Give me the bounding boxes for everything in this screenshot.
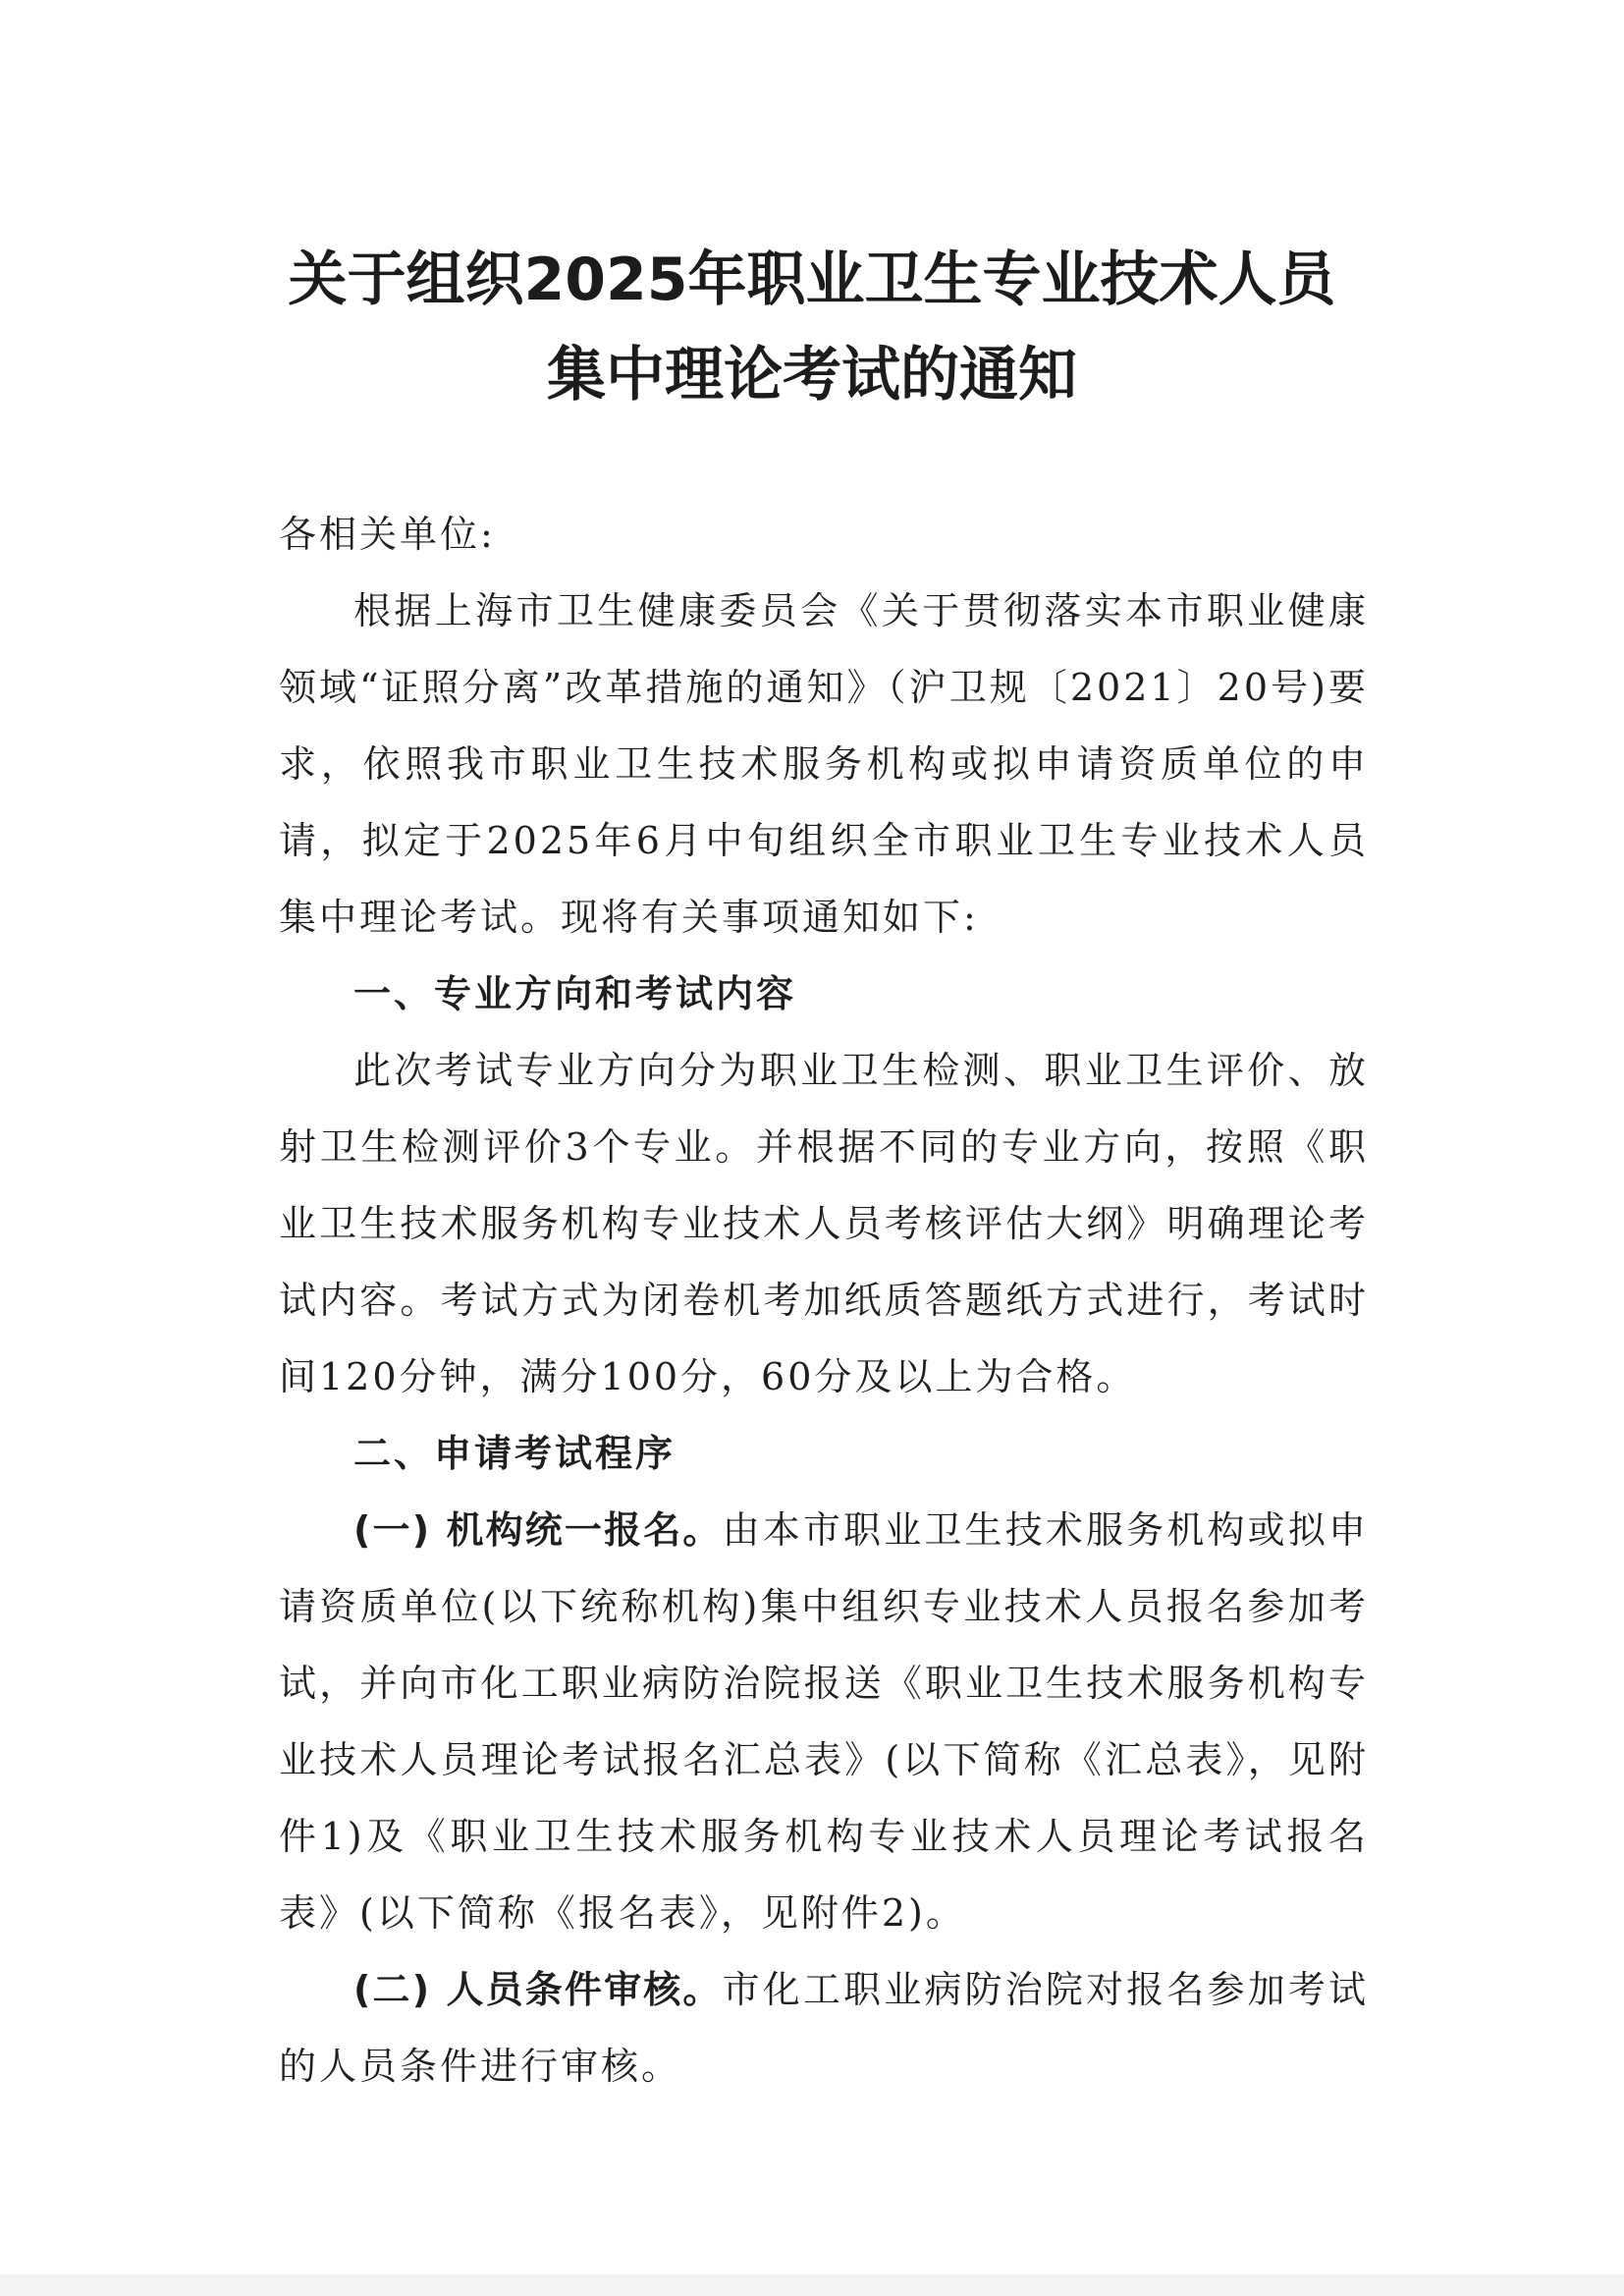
section-2-item-2	[279, 1951, 1369, 2105]
section-1-heading: 一、专业方向和考试内容	[353, 972, 797, 1015]
document-title-line-1: 关于组织2025年职业卫生专业技术人员	[288, 246, 1336, 314]
section-2-item-1-text: 由本市职业卫生技术服务机构或拟申请资质单位(以下统称机构)集中组织专业技术人员报名参加考试，并向市化工职业病防治院报送《职业卫生技术服务机构专业技术人员理论考试报名汇总表》(以下简称《汇总表》，见附件1)及《职业卫生技术服务机构专业技术人员理论考试报名表》(以下简称《报名表》，见附件2)。	[279, 1508, 1369, 1935]
section-1-paragraph: 此次考试专业方向分为职业卫生检测、职业卫生评价、放射卫生检测评价3个专业。并根据不同的专业方向，按照《职业卫生技术服务机构专业技术人员考核评估大纲》明确理论考试内容。考试方式为闭卷机考加纸质答题纸方式进行，考试时间120分钟，满分100分，60分及以上为合格。	[279, 1049, 1369, 1398]
section-2-heading: 二、申请考试程序	[353, 1432, 677, 1475]
salutation: 各相关单位:	[279, 513, 496, 556]
section-2-item-1	[279, 1492, 1369, 1951]
document-title-line-2: 集中理论考试的通知	[547, 341, 1077, 410]
section-2-item-2-lead: (二) 人员条件审核。	[353, 1968, 723, 2011]
scan-bottom-edge	[0, 2274, 1624, 2296]
intro-paragraph: 根据上海市卫生健康委员会《关于贯彻落实本市职业健康领域“证照分离”改革措施的通知》（沪卫规〔2021〕20号)要求，依照我市职业卫生技术服务机构或拟申请资质单位的申请，拟定于2025年6月中旬组织全市职业卫生专业技术人员集中理论考试。现将有关事项通知如下:	[279, 589, 1369, 939]
section-2-item-1-lead: (一) 机构统一报名。	[353, 1508, 723, 1552]
section-2-item-2-text: 市化工职业病防治院对报名参加考试的人员条件进行审核。	[279, 1968, 1369, 2088]
